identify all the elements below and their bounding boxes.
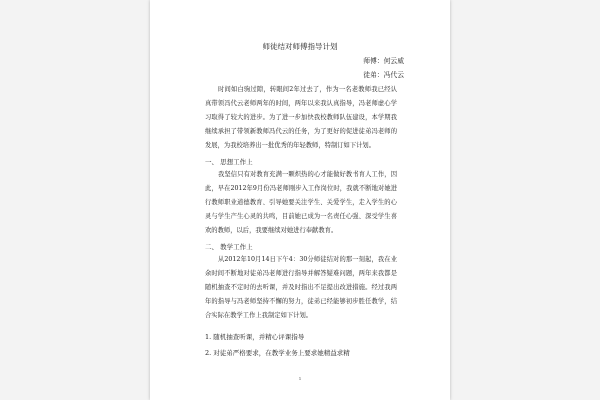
- page-number: 1: [298, 376, 302, 381]
- intro-paragraph: 时间如白驹过隙，转眼间2年过去了，作为一名老教师我已经认真带领冯代云老师两年的时间，两年以来我认真指导，冯老师虚心学习取得了较大的进步。为了进一步加快我校教师队伍建设，本学期我继续承担了带领新教师冯代云的任务，为了更好的促进徒弟冯老师的发展，为我校培养出一批优秀的年轻教师，特制订如下计划。: [205, 86, 397, 149]
- ideology-paragraph: 我坚信只有对教育充满一颗炽热的心才能做好教书育人工作，因此，早在2012年9月份冯老师刚步入工作岗位时，我就不断地对她进行教师职业道德教育、引导她要关注学生、关爱学生，走入学生的心灵与学生产生心灵的共鸣，目前她已成为一名责任心强、深受学生喜欢的教师，以后，我要继续对她进行奉献教育。: [205, 171, 397, 234]
- apprentice-signature: 徒弟：冯代云: [363, 71, 404, 79]
- document-title: 师徒结对师傅指导计划: [262, 42, 338, 51]
- plan-item-2: 2. 对徒弟严格要求，在教学业务上要求她精益求精: [205, 349, 350, 357]
- teaching-paragraph: 从2012年10月14日下午4：30分师徒结对的那一刻起，我在业余时间不断地对徒弟冯老师进行指导并解答疑难问题，两年来我都是随机抽查不定时的去听课，并及时指出不足提出改进措施。经过我两年的指导与冯老师坚持不懈的努力，徒弟已经能够初步胜任教学，结合实际在教学工作上我制定如下计划。: [205, 256, 397, 319]
- section-heading-teaching: 二、 教学工作上: [205, 243, 253, 251]
- document-page: [150, 0, 450, 400]
- section-heading-ideology: 一、 思想工作上: [205, 158, 253, 166]
- mentor-signature: 师傅：何云威: [363, 57, 404, 65]
- plan-item-1: 1. 随机抽查听课，并精心评课指导: [205, 333, 305, 341]
